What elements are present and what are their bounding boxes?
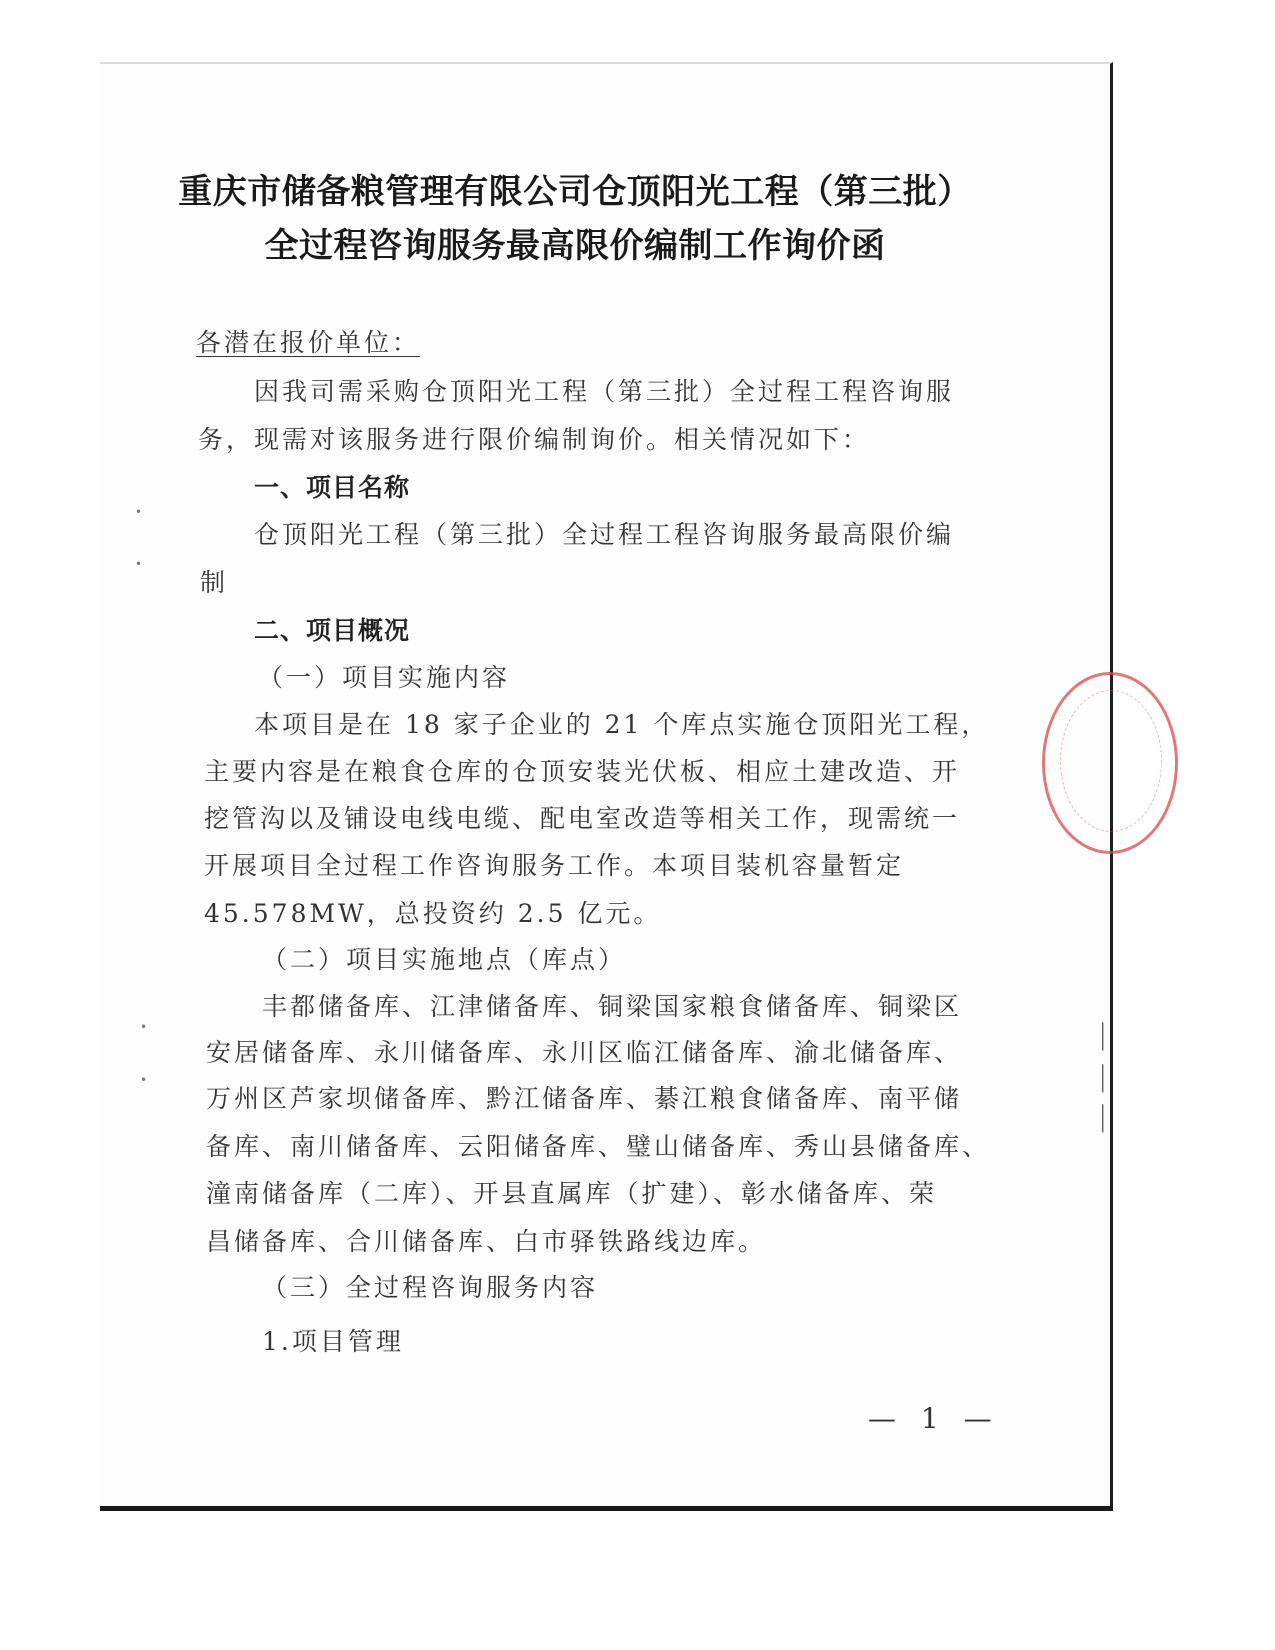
sub2-body-line: 昌储备库、合川储备库、白市驿铁路线边库。 xyxy=(206,1227,767,1256)
margin-mark: • xyxy=(140,1073,148,1087)
margin-mark: • xyxy=(135,557,143,571)
document-title xyxy=(110,165,1040,273)
sub1-body-line: 挖管沟以及铺设电线电缆、配电室改造等相关工作，现需统一 xyxy=(204,804,961,833)
salutation: 各潜在报价单位： xyxy=(196,328,421,357)
section1-body-line: 仓顶阳光工程（第三批）全过程工程咨询服务最高限价编 xyxy=(254,520,955,549)
sub1-body-line: 45.578MW，总投资约 2.5 亿元。 xyxy=(204,899,662,928)
sub2-body-line: 丰都储备库、江津储备库、铜梁国家粮食储备库、铜梁区 xyxy=(262,992,963,1021)
section2-heading: 二、项目概况 xyxy=(254,616,411,645)
edge-mark: | xyxy=(1099,1100,1106,1133)
page-number: — 1 — xyxy=(868,1402,1000,1435)
sub2-heading: （二）项目实施地点（库点） xyxy=(262,945,627,974)
sub3-heading: （三）全过程咨询服务内容 xyxy=(262,1273,599,1302)
section1-body-line: 制 xyxy=(200,568,229,597)
margin-mark: • xyxy=(140,1020,148,1034)
item-1: 1.项目管理 xyxy=(262,1327,404,1356)
sub2-body-line: 备库、南川储备库、云阳储备库、璧山储备库、秀山县储备库、 xyxy=(206,1132,991,1161)
margin-mark: • xyxy=(135,505,143,519)
sub1-body-line: 主要内容是在粮食仓库的仓顶安装光伏板、相应土建改造、开 xyxy=(204,757,961,786)
section1-heading: 一、项目名称 xyxy=(254,473,411,502)
title-line-1: 重庆市储备粮管理有限公司仓顶阳光工程（第三批） xyxy=(178,172,972,212)
title-line-2: 全过程咨询服务最高限价编制工作询价函 xyxy=(264,226,886,266)
sub2-body-line: 潼南储备库（二库）、开县直属库（扩建）、彰水储备库、荣 xyxy=(206,1179,938,1208)
sub2-body-line: 安居储备库、永川储备库、永川区临江储备库、渝北储备库、 xyxy=(206,1038,963,1067)
edge-mark: | xyxy=(1099,1060,1106,1093)
sub1-heading: （一）项目实施内容 xyxy=(258,663,511,692)
intro-line: 务，现需对该服务进行限价编制询价。相关情况如下： xyxy=(198,425,871,454)
sub1-body-line: 开展项目全过程工作咨询服务工作。本项目装机容量暂定 xyxy=(204,851,905,880)
intro-line: 因我司需采购仓顶阳光工程（第三批）全过程工程咨询服 xyxy=(254,377,955,406)
sub2-body-line: 万州区芦家坝储备库、黔江储备库、綦江粮食储备库、南平储 xyxy=(206,1084,963,1113)
edge-mark: | xyxy=(1099,1018,1106,1051)
sub1-body-line: 本项目是在 18 家子企业的 21 个库点实施仓顶阳光工程， xyxy=(254,710,990,739)
red-seal-stamp-ring xyxy=(1060,690,1162,832)
